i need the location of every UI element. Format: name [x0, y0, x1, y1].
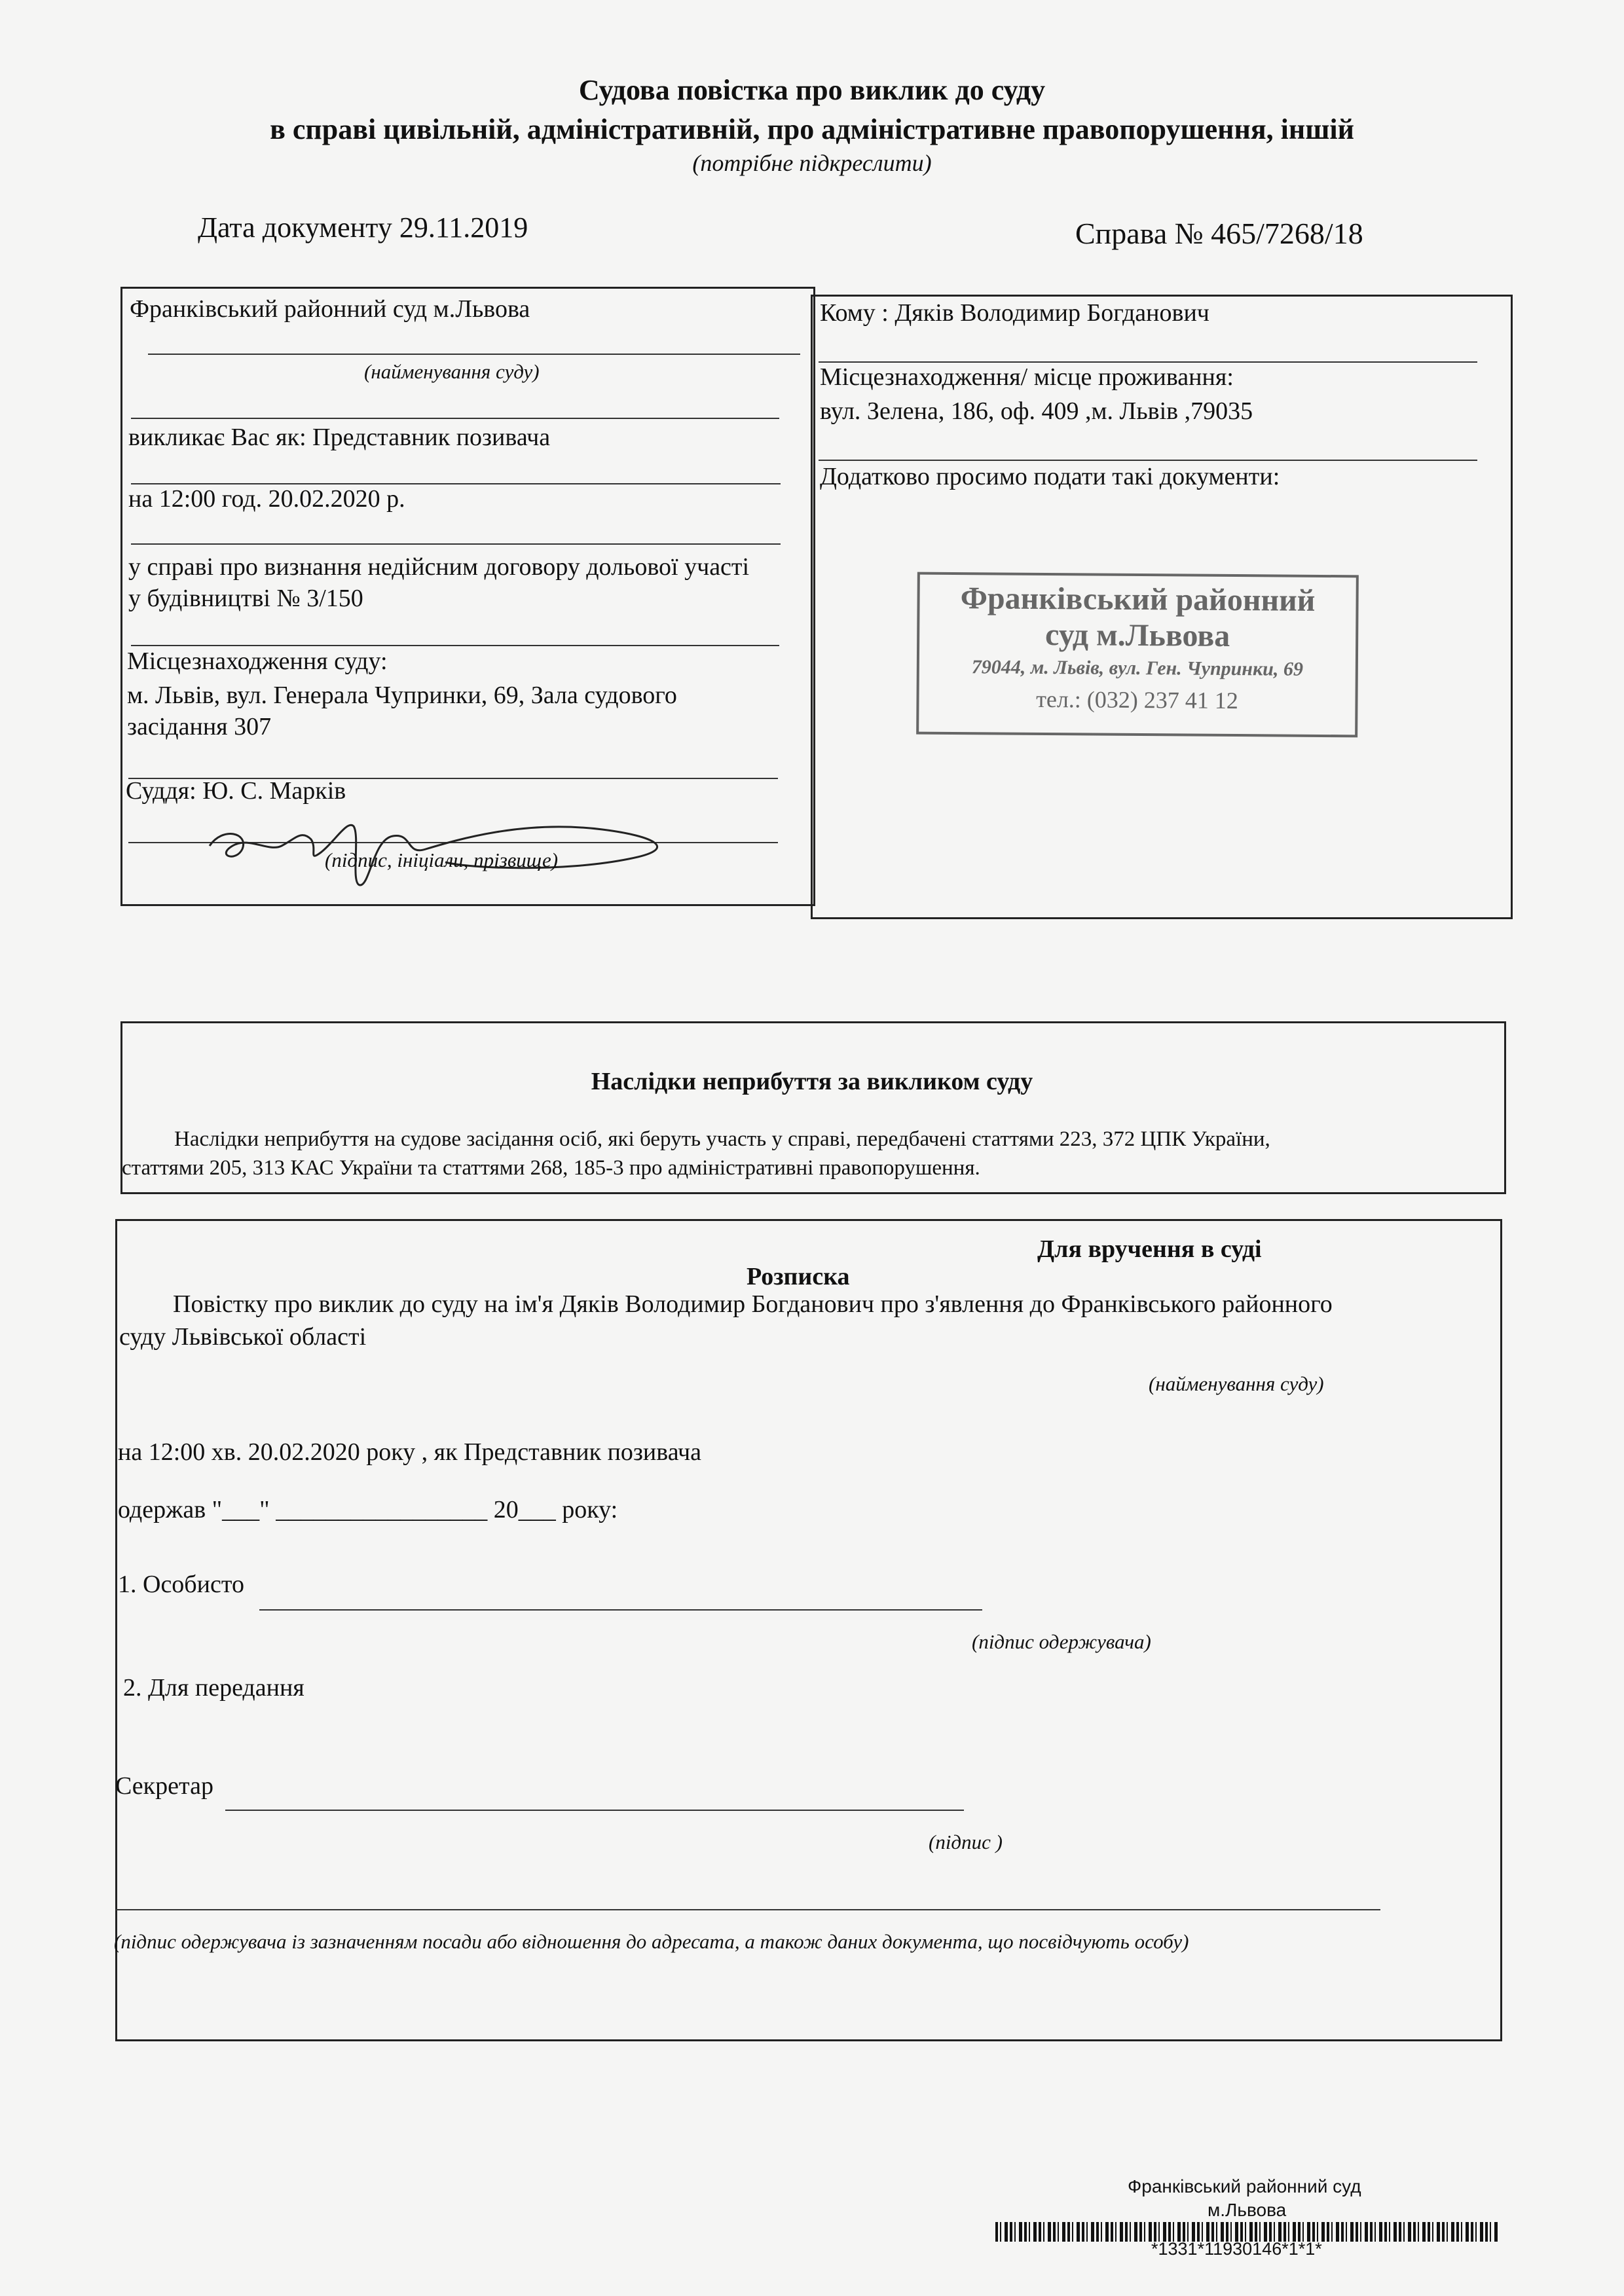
court-location-line1: м. Львів, вул. Генерала Чупринки, 69, Зала судового [127, 682, 677, 709]
address-label: Місцезнаходження/ місце проживання: [820, 363, 1234, 391]
secretary-label: Секретар [115, 1772, 213, 1800]
receipt-title: Розписка [747, 1263, 850, 1290]
consequences-text-line1: Наслідки неприбуття на судове засідання осіб, які беруть участь у справі, передбачені статтями 223, 372 ЦПК України, [174, 1127, 1270, 1151]
summoned-as: викликає Вас як: Представник позивача [128, 424, 551, 451]
secretary-signature-caption: (підпис ) [929, 1831, 1003, 1853]
footer-court-line1: Франківський районний суд [1128, 2176, 1361, 2196]
consequences-title: Наслідки неприбуття за викликом суду [591, 1068, 1033, 1095]
receipt-text-line1: Повістку про виклик до суду на ім'я Дяків Володимир Богданович про з'явлення до Франківського районного [173, 1290, 1333, 1318]
divider [131, 418, 779, 419]
court-stamp [916, 572, 1359, 738]
hearing-time: на 12:00 год. 20.02.2020 р. [128, 485, 405, 513]
signature-caption: (підпис, ініціали, прізвище) [325, 848, 559, 871]
document-title-line1: Судова повістка про виклик до суду [578, 74, 1046, 106]
divider [131, 543, 781, 545]
stamp-line2: суд м.Львова [1044, 617, 1230, 653]
case-subject-line2: у будівництві № 3/150 [128, 585, 363, 612]
for-court-delivery: Для вручення в суді [1037, 1235, 1262, 1263]
recipient-address: вул. Зелена, 186, оф. 409 ,м. Львів ,79035 [820, 397, 1253, 425]
document-date: Дата документу 29.11.2019 [198, 211, 528, 244]
underline-note: (потрібне підкреслити) [692, 150, 932, 176]
recipient-details-line[interactable] [115, 1909, 1380, 1910]
barcode-text: *1331*11930146*1*1* [1151, 2239, 1322, 2259]
receipt-text-line2: суду Львівської області [119, 1323, 367, 1351]
consequences-text-line2: статтями 205, 313 КАС України та статтями 268, 185-3 про адміністративні правопорушення. [122, 1156, 980, 1180]
personally-signature-line[interactable] [259, 1609, 982, 1611]
divider [131, 645, 779, 646]
divider [819, 460, 1477, 461]
stamp-line1: Франківський районний [960, 581, 1316, 618]
receipt-time-line: на 12:00 хв. 20.02.2020 року , як Представник позивача [118, 1438, 702, 1466]
personally-label: 1. Особисто [118, 1571, 244, 1598]
court-caption: (найменування суду) [1149, 1372, 1324, 1395]
recipient-signature-caption: (підпис одержувача) [972, 1630, 1151, 1653]
stamp-phone: тел.: (032) 237 41 12 [1036, 685, 1238, 714]
stamp-address: 79044, м. Львів, вул. Ген. Чупринки, 69 [971, 656, 1304, 680]
recipient-name: Кому : Дяків Володимир Богданович [820, 299, 1209, 327]
footer-court-line2: м.Львова [1208, 2200, 1287, 2220]
divider [148, 354, 800, 355]
secretary-signature-line[interactable] [225, 1810, 964, 1811]
court-location-line2: засідання 307 [127, 713, 272, 740]
received-date-line: одержав "___" _________________ 20___ року: [118, 1496, 618, 1523]
for-transfer-label: 2. Для передання [123, 1674, 304, 1702]
judge-name: Суддя: Ю. С. Марків [126, 777, 346, 805]
court-location-label: Місцезнаходження суду: [127, 647, 388, 675]
case-number: Справа № 465/7268/18 [1075, 217, 1363, 250]
court-name: Франківський районний суд м.Львова [130, 295, 530, 323]
case-subject-line1: у справі про визнання недійсним договору дольової участі [128, 553, 750, 581]
additional-documents-label: Додатково просимо подати такі документи: [820, 463, 1280, 490]
recipient-details-caption: (підпис одержувача із зазначенням посади або відношення до адресата, а також даних документа, що посвідчують особу) [114, 1930, 1189, 1953]
court-name-caption: (найменування суду) [364, 360, 540, 383]
document-title-line2: в справі цивільній, адміністративній, про адміністративне правопорушення, іншій [270, 113, 1354, 145]
